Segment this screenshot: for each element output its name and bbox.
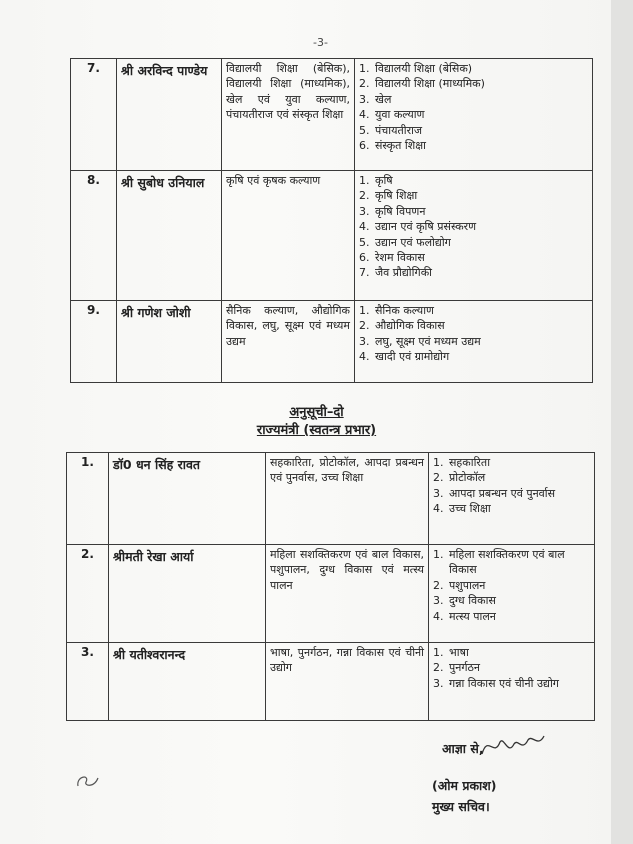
schedule-subtitle: राज्यमंत्री (स्वतन्त्र प्रभार): [256, 423, 377, 438]
department-list-item: [359, 107, 588, 122]
list-item-label: लघु, सूक्ष्म एवं मध्यम उद्यम: [375, 334, 481, 348]
list-item-label: जैव प्रौद्योगिकी: [375, 266, 433, 280]
list-number: 6.: [359, 139, 370, 153]
list-number: 1.: [433, 456, 444, 469]
department-list: [359, 303, 588, 365]
list-item-label: कृषि विपणन: [375, 204, 426, 218]
table-row: [71, 301, 593, 383]
department-list-cell: [355, 171, 593, 301]
department-list: [433, 547, 590, 624]
department-list-cell: [429, 545, 595, 643]
table-row: [67, 545, 595, 643]
list-number: 4.: [433, 502, 444, 516]
table-row: [71, 171, 593, 301]
list-item-label: युवा कल्याण: [375, 108, 425, 122]
department-list-cell: [355, 301, 593, 383]
department-list-item: [359, 318, 588, 333]
page-number: -3-: [313, 36, 328, 49]
department-list-item: [359, 138, 588, 153]
department-list-item: [433, 455, 590, 470]
list-item-label: पंचायतीराज: [375, 123, 423, 137]
serial-number: 7.: [71, 59, 117, 171]
department-list-item: [433, 609, 590, 624]
list-item-label: कृषि शिक्षा: [375, 189, 418, 203]
by-order-text: आज्ञा से,: [442, 741, 484, 756]
department-summary: सैनिक कल्याण, औद्योगिक विकास, लघु, सूक्ष्म एवं मध्यम उद्यम: [222, 301, 355, 383]
signatory-designation: मुख्य सचिव।: [432, 799, 490, 814]
department-list: [433, 455, 590, 517]
serial-number: 3.: [67, 643, 109, 721]
serial-number: 9.: [71, 301, 117, 383]
department-list-item: [359, 349, 588, 364]
department-list-item: [433, 660, 590, 675]
list-item-label: आपदा प्रबन्धन एवं पुनर्वास: [449, 486, 556, 500]
list-item-label: गन्ना विकास एवं चीनी उद्योग: [449, 676, 559, 690]
handwritten-signature: [478, 728, 548, 764]
department-list: [433, 645, 590, 691]
list-item-label: विद्यालयी शिक्षा (बेसिक): [375, 62, 473, 75]
list-number: 6.: [359, 251, 370, 265]
department-list-cell: [429, 453, 595, 545]
list-item-label: प्रोटोकॉल: [449, 471, 486, 485]
list-number: 1.: [359, 304, 370, 317]
list-item-label: सहकारिता: [449, 456, 491, 469]
list-item-label: उच्च शिक्षा: [449, 502, 491, 516]
department-list-item: [359, 250, 588, 265]
department-list-item: [359, 235, 588, 250]
department-list-item: [433, 501, 590, 516]
ministers-table-schedule-two: [66, 452, 595, 721]
table-row: [71, 59, 593, 171]
department-list-item: [359, 334, 588, 349]
list-number: 4.: [359, 220, 370, 234]
list-item-label: कृषि: [375, 174, 393, 187]
list-item-label: दुग्ध विकास: [449, 594, 496, 608]
list-number: 2.: [433, 661, 444, 675]
minister-name: डॉ0 धन सिंह रावत: [109, 453, 266, 545]
department-summary: विद्यालयी शिक्षा (बेसिक), विद्यालयी शिक्षा (माध्यमिक), खेल एवं युवा कल्याण, पंचायतीराज एवं संस्कृत शिक्षा: [222, 59, 355, 171]
list-item-label: पशुपालन: [449, 578, 486, 592]
department-list-item: [433, 676, 590, 691]
list-number: 3.: [359, 334, 370, 348]
department-list-item: [359, 188, 588, 203]
minister-name: श्री गणेश जोशी: [117, 301, 222, 383]
list-number: 2.: [359, 319, 370, 333]
list-number: 1.: [433, 548, 444, 561]
list-item-label: मत्स्य पालन: [449, 609, 496, 623]
department-list-item: [359, 204, 588, 219]
department-list-item: [359, 76, 588, 91]
list-item-label: विद्यालयी शिक्षा (माध्यमिक): [375, 77, 485, 91]
serial-number: 1.: [67, 453, 109, 545]
list-number: 3.: [359, 92, 370, 106]
department-list-item: [359, 303, 588, 318]
minister-name: श्रीमती रेखा आर्या: [109, 545, 266, 643]
margin-initial-mark: [72, 768, 102, 794]
serial-number: 8.: [71, 171, 117, 301]
list-item-label: औद्योगिक विकास: [375, 319, 445, 333]
list-number: 3.: [433, 486, 444, 500]
department-list-item: [359, 92, 588, 107]
list-item-label: संस्कृत शिक्षा: [375, 139, 426, 153]
department-list-item: [433, 645, 590, 660]
signatory-name: (ओम प्रकाश): [432, 778, 497, 793]
list-number: 2.: [433, 471, 444, 485]
department-list-item: [433, 470, 590, 485]
list-number: 4.: [359, 350, 370, 364]
list-number: 3.: [433, 594, 444, 608]
department-list-item: [433, 547, 590, 578]
list-number: 7.: [359, 266, 370, 280]
list-number: 3.: [433, 676, 444, 690]
list-item-label: उद्यान एवं फलोद्योग: [375, 235, 451, 249]
serial-number: 2.: [67, 545, 109, 643]
list-number: 1.: [359, 174, 370, 187]
department-list-item: [359, 219, 588, 234]
list-item-label: भाषा: [449, 646, 469, 659]
list-number: 1.: [433, 646, 444, 659]
ministers-table-schedule-one: [70, 58, 593, 383]
list-item-label: खेल: [375, 92, 392, 106]
list-number: 5.: [359, 123, 370, 137]
department-list-item: [433, 578, 590, 593]
list-number: 1.: [359, 62, 370, 75]
schedule-title: अनुसूची–दो: [289, 405, 344, 420]
department-summary: भाषा, पुनर्गठन, गन्ना विकास एवं चीनी उद्योग: [266, 643, 429, 721]
table-row: [67, 453, 595, 545]
department-list: [359, 173, 588, 281]
list-item-label: पुनर्गठन: [449, 661, 481, 675]
department-list-item: [433, 593, 590, 608]
department-list-item: [359, 173, 588, 188]
list-number: 2.: [359, 189, 370, 203]
list-item-label: रेशम विकास: [375, 251, 425, 265]
department-summary: महिला सशक्तिकरण एवं बाल विकास, पशुपालन, दुग्ध विकास एवं मत्स्य पालन: [266, 545, 429, 643]
minister-name: श्री अरविन्द पाण्डेय: [117, 59, 222, 171]
minister-name: श्री सुबोध उनियाल: [117, 171, 222, 301]
department-summary: सहकारिता, प्रोटोकॉल, आपदा प्रबन्धन एवं पुनर्वास, उच्च शिक्षा: [266, 453, 429, 545]
list-number: 2.: [433, 578, 444, 592]
list-number: 3.: [359, 204, 370, 218]
department-summary: कृषि एवं कृषक कल्याण: [222, 171, 355, 301]
minister-name: श्री यतीश्वरानन्द: [109, 643, 266, 721]
list-number: 4.: [433, 609, 444, 623]
list-item-label: उद्यान एवं कृषि प्रसंस्करण: [375, 220, 477, 234]
list-item-label: महिला सशक्तिकरण एवं बाल विकास: [449, 548, 565, 577]
department-list-item: [359, 123, 588, 138]
list-item-label: सैनिक कल्याण: [375, 304, 434, 317]
table-row: [67, 643, 595, 721]
list-number: 4.: [359, 108, 370, 122]
department-list-item: [433, 486, 590, 501]
list-number: 5.: [359, 235, 370, 249]
department-list-item: [359, 61, 588, 76]
department-list: [359, 61, 588, 153]
department-list-cell: [355, 59, 593, 171]
list-item-label: खादी एवं ग्रामोद्योग: [375, 350, 450, 364]
department-list-item: [359, 265, 588, 280]
department-list-cell: [429, 643, 595, 721]
list-number: 2.: [359, 77, 370, 91]
